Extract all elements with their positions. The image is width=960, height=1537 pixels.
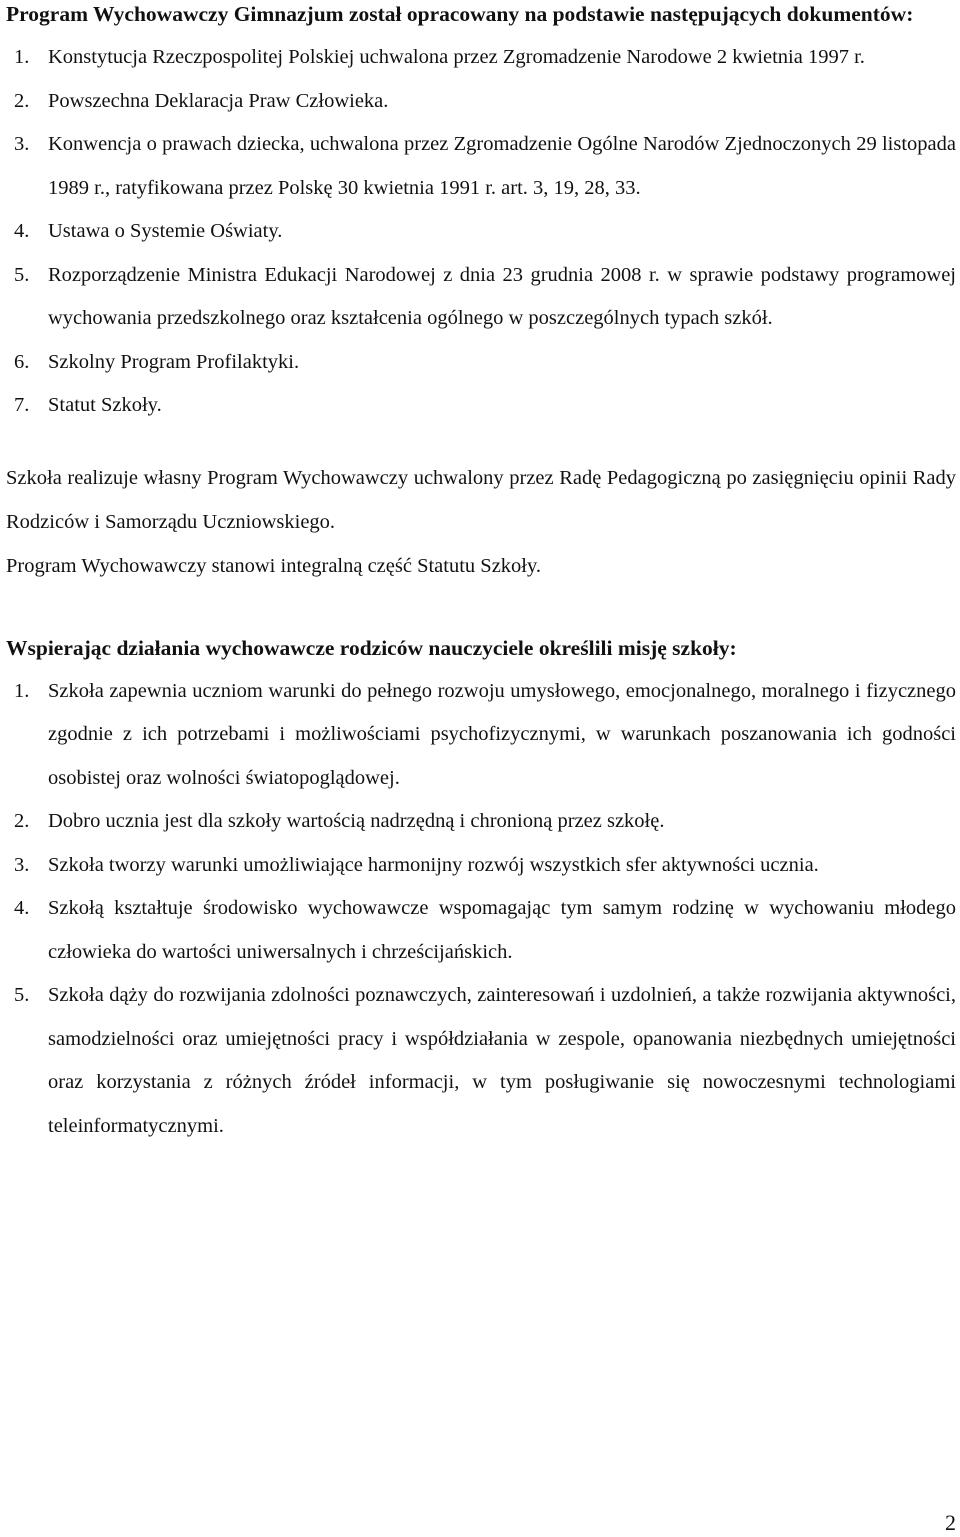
list-item-text: Rozporządzenie Ministra Edukacji Narodowej z dnia 23 grudnia 2008 r. w sprawie podstawy programowej wychowania przedszkolnego oraz kształcenia ogólnego w poszczególnych typach szkół. [48, 263, 956, 329]
statement-paragraph: Szkoła realizuje własny Program Wychowawczy uchwalony przez Radę Pedagogiczną po zasięgnięciu opinii Rady Rodziców i Samorządu Uczniowskiego. [6, 466, 956, 533]
list-item-text: Konstytucja Rzeczpospolitej Polskiej uchwalona przez Zgromadzenie Narodowe 2 kwietnia 1997 r. [48, 46, 865, 68]
list-item-number: 7. [14, 394, 30, 416]
list-item-number: 4. [14, 897, 30, 919]
list-item [6, 80, 956, 124]
list-item [6, 974, 956, 1148]
list-item-number: 2. [14, 89, 30, 112]
list-item-text: Ustawa o Systemie Oświaty. [48, 220, 283, 242]
list-item-text: Statut Szkoły. [48, 394, 162, 416]
list-item [6, 254, 956, 341]
list-item-text: Szkoła tworzy warunki umożliwiające harmonijny rozwój wszystkich sfer aktywności ucznia. [48, 853, 819, 876]
documents-list [6, 36, 956, 428]
document-page [6, 0, 956, 1148]
list-item [6, 210, 956, 254]
list-item-number: 3. [14, 853, 30, 876]
statement-paragraph: Program Wychowawczy stanowi integralną część Statutu Szkoły. [6, 554, 542, 577]
list-item-number: 5. [14, 984, 30, 1006]
list-item-text: Szkoła zapewnia uczniom warunki do pełnego rozwoju umysłowego, emocjonalnego, moralnego i fizycznego zgodnie z ich potrzebami i możliwościami psychofizycznymi, w warunkach poszanowania ich godności osobistej oraz wolności światopoglądowej. [48, 679, 956, 789]
mission-heading: Wspierając działania wychowawcze rodziców nauczyciele określili misję szkoły: [6, 635, 737, 660]
list-item-text: Powszechna Deklaracja Praw Człowieka. [48, 89, 389, 112]
list-item-number: 3. [14, 133, 30, 155]
page-number: 2 [945, 1510, 956, 1535]
list-item-text: Szkoła dąży do rozwijania zdolności poznawczych, zainteresowań i uzdolnień, a także rozwijania aktywności, samodzielności oraz umiejętności pracy i współdziałania w zespole, opanowania niezbędnych umiejętności oraz korzystania z różnych źródeł informacji, w tym posługiwanie się nowoczesnymi technologiami teleinformatycznymi. [48, 984, 956, 1137]
list-item-text: Konwencja o prawach dziecka, uchwalona przez Zgromadzenie Ogólne Narodów Zjednoczonych 29 listopada 1989 r., ratyfikowana przez Polskę 30 kwietnia 1991 r. art. 3, 19, 28, 33. [48, 133, 956, 199]
mission-list [6, 670, 956, 1149]
list-item [6, 123, 956, 210]
list-item [6, 36, 956, 80]
list-item-text: Szkołą kształtuje środowisko wychowawcze wspomagając tym samym rodzinę w wychowaniu młodego człowieka do wartości uniwersalnych i chrześcijańskich. [48, 897, 956, 963]
intro-heading: Program Wychowawczy Gimnazjum został opracowany na podstawie następujących dokumentów: [6, 2, 914, 26]
list-item [6, 887, 956, 974]
list-item-text: Szkolny Program Profilaktyki. [48, 350, 300, 373]
list-item-number: 5. [14, 263, 30, 286]
list-item [6, 341, 956, 385]
list-item-number: 6. [14, 350, 30, 373]
list-item-number: 2. [14, 810, 30, 832]
list-item-number: 1. [14, 46, 30, 68]
list-item-number: 1. [14, 679, 30, 702]
list-item [6, 670, 956, 801]
list-item [6, 800, 956, 844]
list-item-text: Dobro ucznia jest dla szkoły wartością nadrzędną i chronioną przez szkołę. [48, 810, 665, 832]
list-item [6, 844, 956, 888]
list-item [6, 384, 956, 428]
list-item-number: 4. [14, 220, 30, 242]
